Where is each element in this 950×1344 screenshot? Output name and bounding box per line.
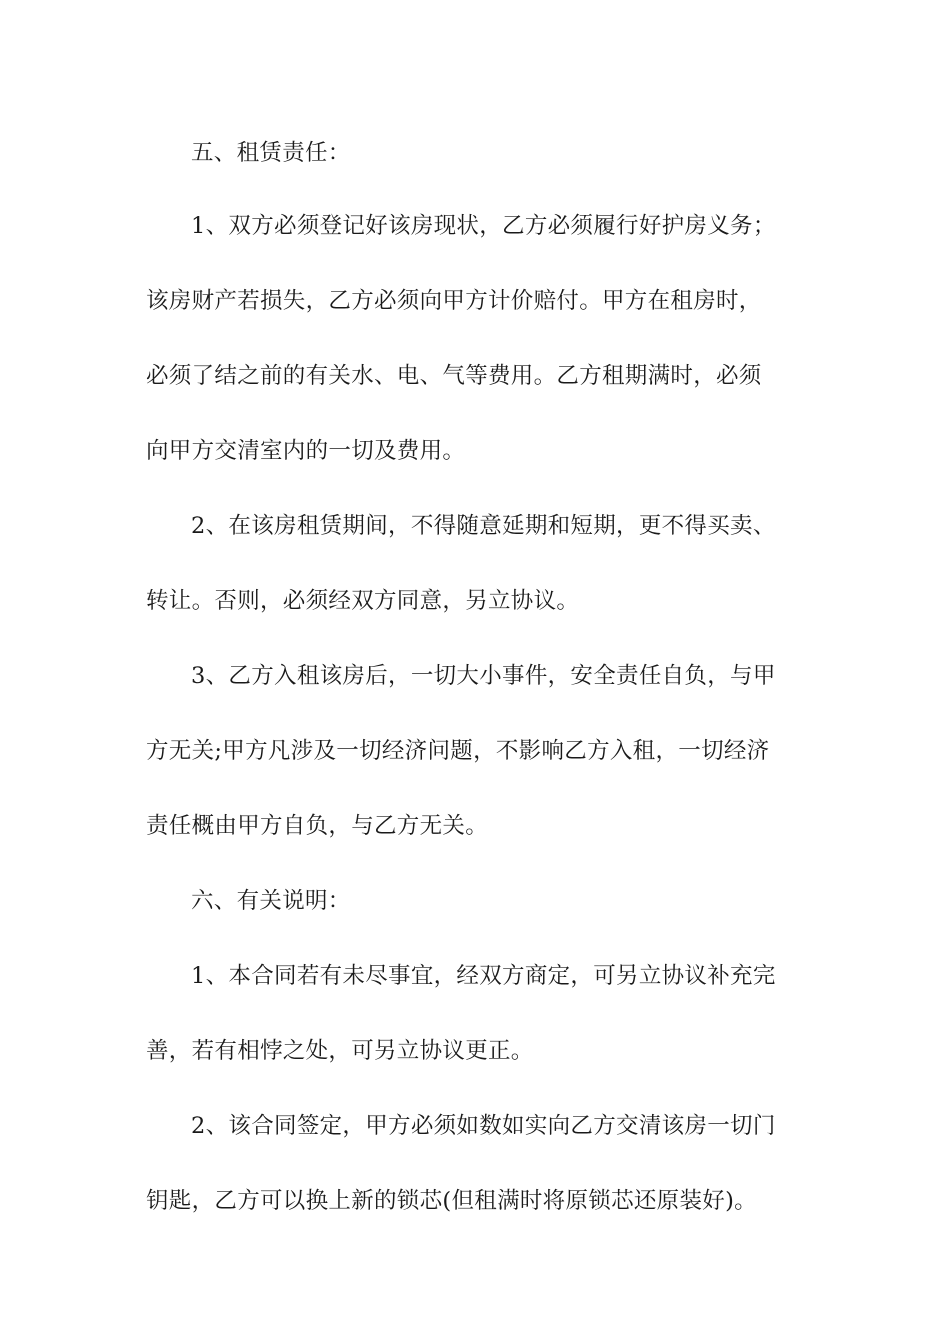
paragraph-line: 方无关;甲方凡涉及一切经济问题，不影响乙方入租，一切经济 xyxy=(146,738,770,764)
paragraph-line: 向甲方交清室内的一切及费用。 xyxy=(146,438,466,464)
paragraph-line: 2、在该房租赁期间，不得随意延期和短期，更不得买卖、 xyxy=(191,513,776,539)
paragraph-line: 必须了结之前的有关水、电、气等费用。乙方租期满时，必须 xyxy=(146,363,762,389)
paragraph-line: 2、该合同签定，甲方必须如数如实向乙方交清该房一切门 xyxy=(191,1113,776,1139)
paragraph-line: 善，若有相悖之处，可另立协议更正。 xyxy=(146,1038,534,1064)
paragraph-line: 责任概由甲方自负，与乙方无关。 xyxy=(146,813,489,839)
paragraph-line: 转让。否则，必须经双方同意，另立协议。 xyxy=(146,588,580,614)
paragraph-line: 1、双方必须登记好该房现状，乙方必须履行好护房义务； xyxy=(191,213,776,239)
paragraph-line: 该房财产若损失，乙方必须向甲方计价赔付。甲方在租房时， xyxy=(146,288,762,314)
section-heading-lease-responsibility: 五、租赁责任： xyxy=(191,140,351,166)
paragraph-line: 1、本合同若有未尽事宜，经双方商定，可另立协议补充完 xyxy=(191,963,776,989)
paragraph-line: 钥匙，乙方可以换上新的锁芯(但租满时将原锁芯还原装好)。 xyxy=(146,1188,757,1214)
paragraph-line: 3、乙方入租该房后，一切大小事件，安全责任自负，与甲 xyxy=(191,663,776,689)
section-heading-related-notes: 六、有关说明： xyxy=(191,888,351,914)
